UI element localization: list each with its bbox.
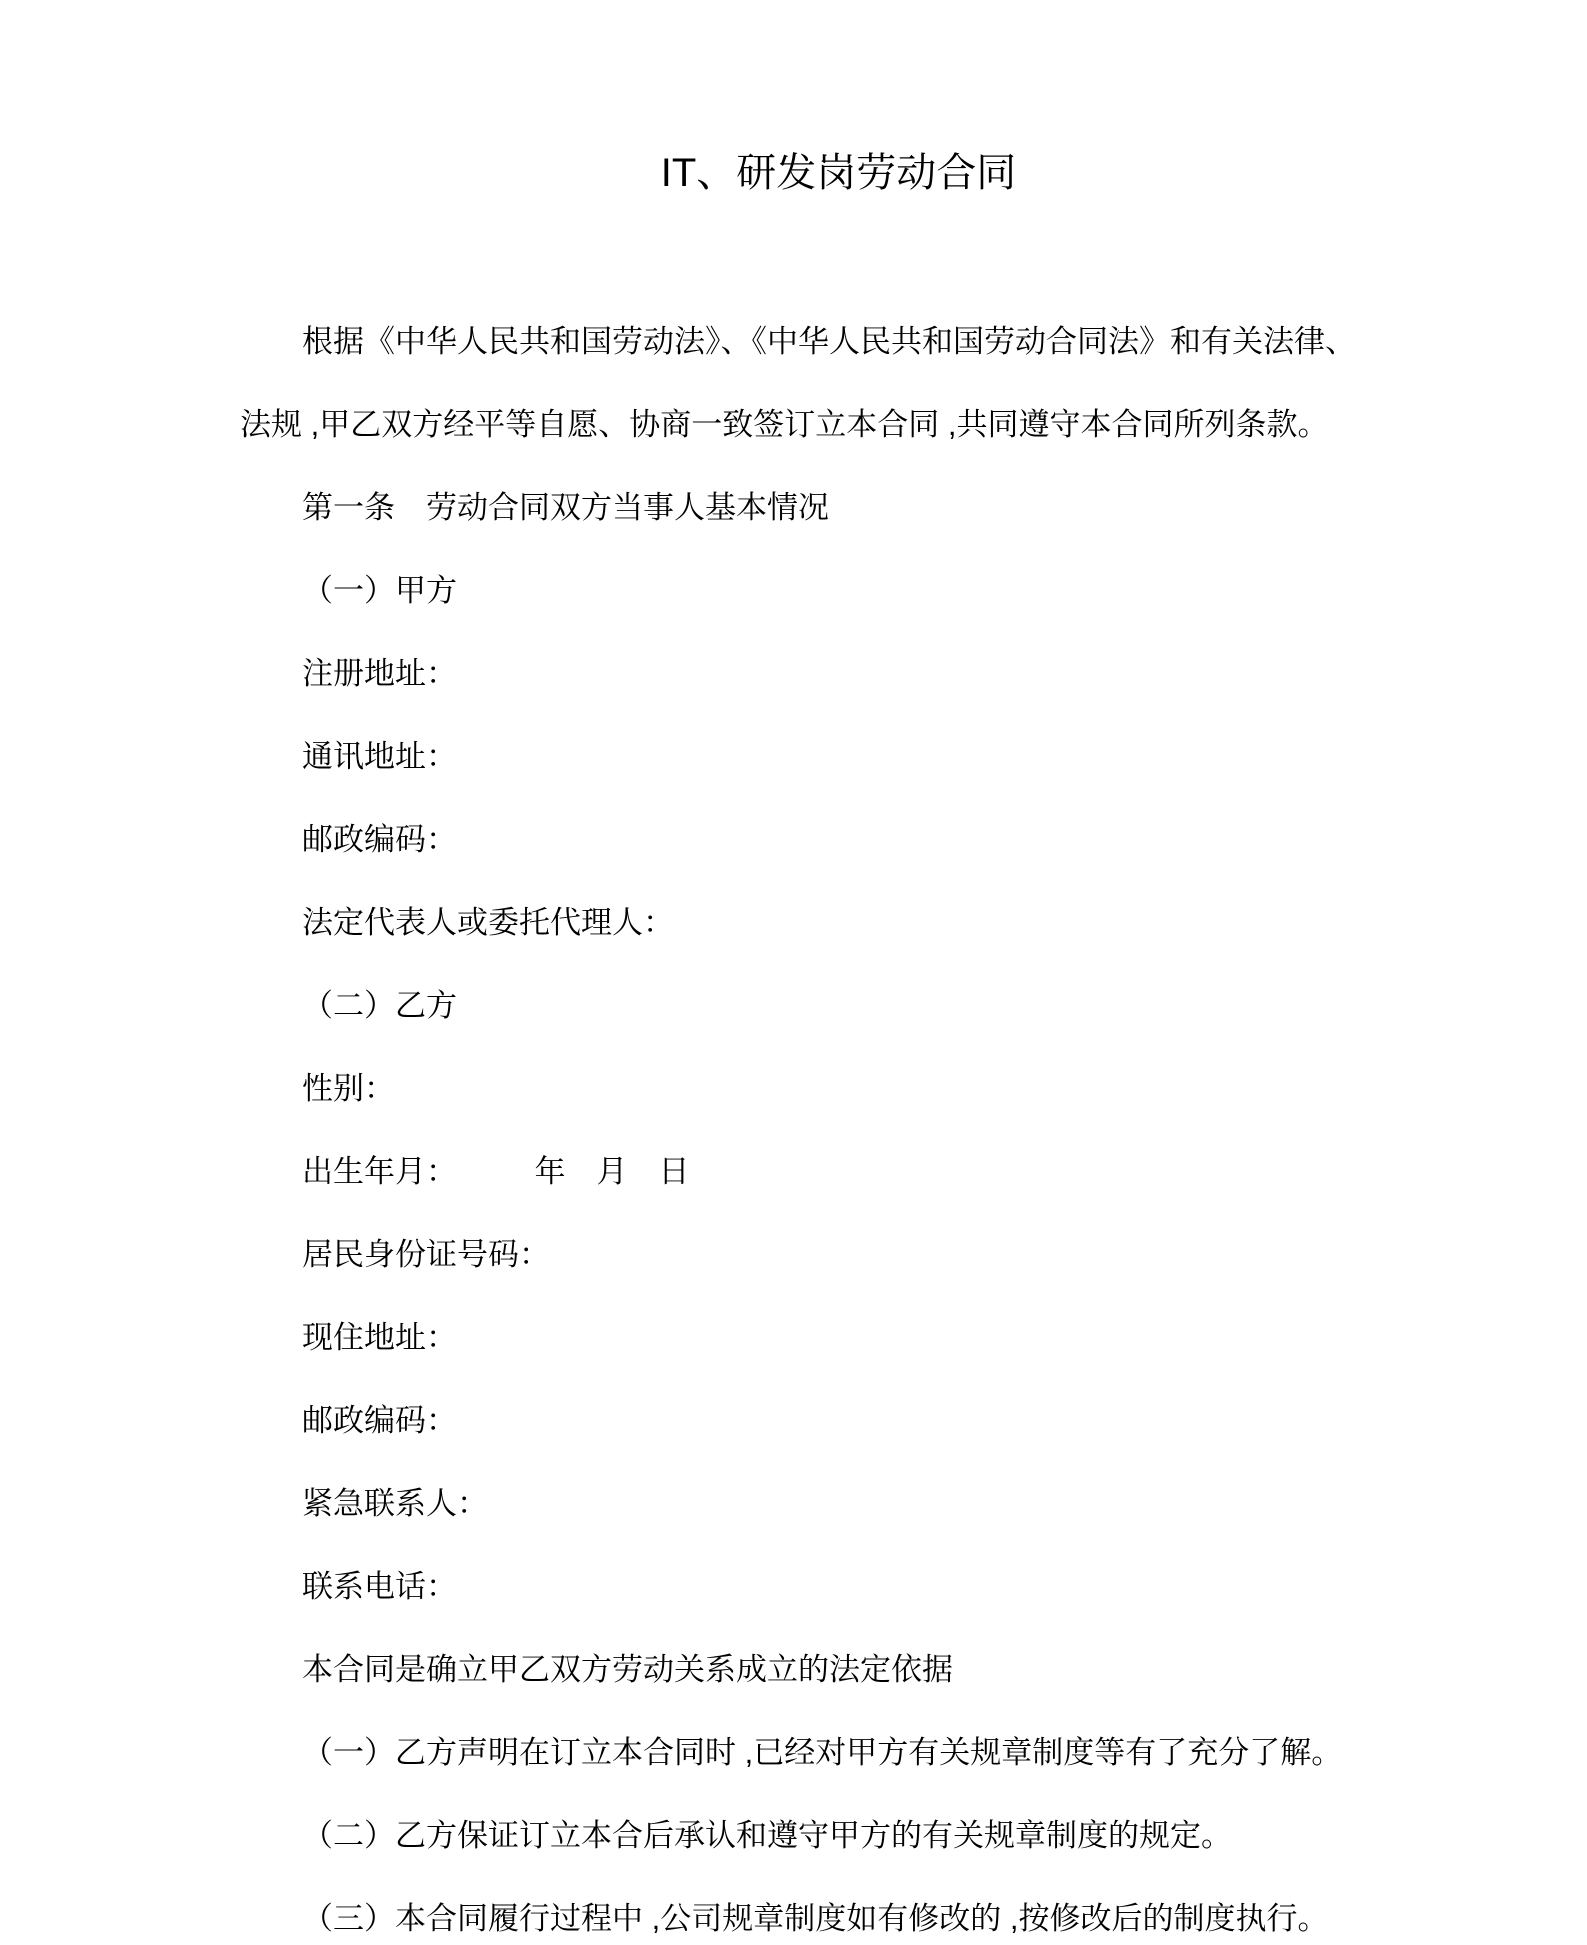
party-b-birth-date-label: 出生年月： 年 月 日: [302, 1154, 690, 1189]
party-b-phone-label: 联系电话：: [302, 1569, 457, 1604]
party-a-mailing-address-label: 通讯地址：: [302, 739, 457, 774]
article-1-heading: 第一条 劳动合同双方当事人基本情况: [302, 490, 829, 525]
legal-basis-heading: 本合同是确立甲乙双方劳动关系成立的法定依据: [302, 1652, 953, 1687]
party-a-registered-address-label: 注册地址：: [302, 656, 457, 691]
party-b-id-number-label: 居民身份证号码：: [302, 1237, 550, 1272]
party-b-heading: （二）乙方: [302, 988, 457, 1023]
legal-basis-item-1: （一）乙方声明在订立本合同时 ,已经对甲方有关规章制度等有了充分了解。: [302, 1735, 1343, 1770]
party-a-legal-representative-label: 法定代表人或委托代理人：: [302, 905, 674, 940]
intro-line-1: 根据《中华人民共和国劳动法》、《中华人民共和国劳动合同法》和有关法律、: [302, 324, 1356, 359]
legal-basis-item-3: （三）本合同履行过程中 ,公司规章制度如有修改的 ,按修改后的制度执行。: [302, 1901, 1329, 1936]
document-body: [240, 300, 1356, 1945]
legal-basis-item-2: （二）乙方保证订立本合后承认和遵守甲方的有关规章制度的规定。: [302, 1818, 1232, 1853]
party-a-postal-code-label: 邮政编码：: [302, 822, 457, 857]
party-a-heading: （一）甲方: [302, 573, 457, 608]
party-b-emergency-contact-label: 紧急联系人：: [302, 1486, 488, 1521]
intro-line-2: 法规 ,甲乙双方经平等自愿、协商一致签订立本合同 ,共同遵守本合同所列条款。: [240, 407, 1329, 442]
party-b-gender-label: 性别：: [302, 1071, 395, 1106]
party-b-postal-code-label: 邮政编码：: [302, 1403, 457, 1438]
party-b-current-address-label: 现住地址：: [302, 1320, 457, 1355]
document-title: IT、研发岗劳动合同: [660, 151, 1017, 195]
